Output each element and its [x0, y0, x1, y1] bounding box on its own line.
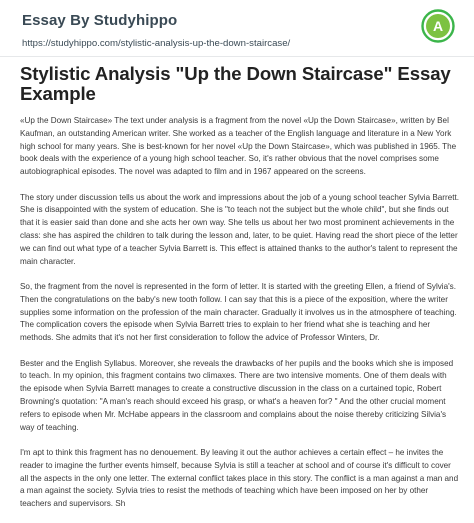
- logo-letter: A: [432, 18, 444, 34]
- essay-paragraph: So, the fragment from the novel is represented in the form of letter. It is started with the greeting Ellen, a friend of Sylvia's. Then the congratulations on the baby's new tooth follow. I can say that this is a piece of the exposition, where the writer supplies some information on the profession of the main character. Gradually it involves us in the atmosphere of teaching. The complication covers the episode when Sylvia Barrett tries to explain to her friend what she is teaching and her methods. She admits that it's not her first consideration to follow the advice of Professor Winters, Dr.: [20, 281, 457, 343]
- essay-paragraph: The story under discussion tells us about the work and impressions about the job of a young school teacher Sylvia Barrett. She is disappointed with the system of education. She is "to teach not the subject but the whole child", but she finds out that it is easier said than done and she acts her own way. She tells us about her two most prominent achievements in the class: she has aspired the children to talk during the lesson and, later, to be quiet. Having read the short piece of the letter we can find out what type of a teacher Sylvia Barrett is. This effect is attained thanks to the author's talent to represent the main character.: [20, 192, 459, 266]
- header-divider: [0, 56, 474, 57]
- site-title[interactable]: Essay By Studyhippo: [22, 12, 178, 29]
- page-url[interactable]: https://studyhippo.com/stylistic-analysis-up-the-down-staircase/: [22, 38, 291, 49]
- essay-article: [20, 64, 460, 523]
- site-header: [0, 0, 474, 58]
- essay-paragraph: «Up the Down Staircase» The text under analysis is a fragment from the novel «Up the Down Staircase», written by Bel Kaufman, an outstanding American writer. She worked as a teacher of the English language and literature in a New York high school for many years. She is best-known for her novel «Up the Down Staircase», which was published in 1965. The book deals with the experience of a young high school teacher. So, it's rather obvious that the novel comprises some autobiographical episodes. The novel was adapted to film and in 1967 appeared on the screens.: [20, 116, 457, 177]
- essay-body: [20, 115, 460, 511]
- studyhippo-logo-icon[interactable]: [421, 9, 455, 43]
- essay-paragraph: I'm apt to think this fragment has no denouement. By leaving it out the author achieves a certain effect – he invites the reader to imagine the further events himself, because Sylvia is still a teacher at school and of course it's difficult to cover all the aspects in the only one letter. The external conflict takes place in this story. The conflict is a man against a man and a man against the society. Sylvia tries to resist the methods of teaching which have been imposed on her by other teachers and supervisors. Sh: [20, 447, 459, 509]
- essay-paragraph: Bester and the English Syllabus. Moreover, she reveals the drawbacks of her pupils and the books which she is imposed to teach. In my opinion, this fragment contains two climaxes. There are two intensive moments. One of them deals with the episode when Sylvia Barrett manages to create a constructive discussion in the class on a curtained topic, Robert Browning's quotation: "A man's reach should exceed his grasp, or what's a heaven for? " And the other crucial moment refers to episode when Mr. McHabe appears in the classroom and complains about the noise thereby criticizing Silvia's way of teaching.: [20, 358, 454, 432]
- essay-title: Stylistic Analysis "Up the Down Staircase" Essay Example: [20, 63, 451, 104]
